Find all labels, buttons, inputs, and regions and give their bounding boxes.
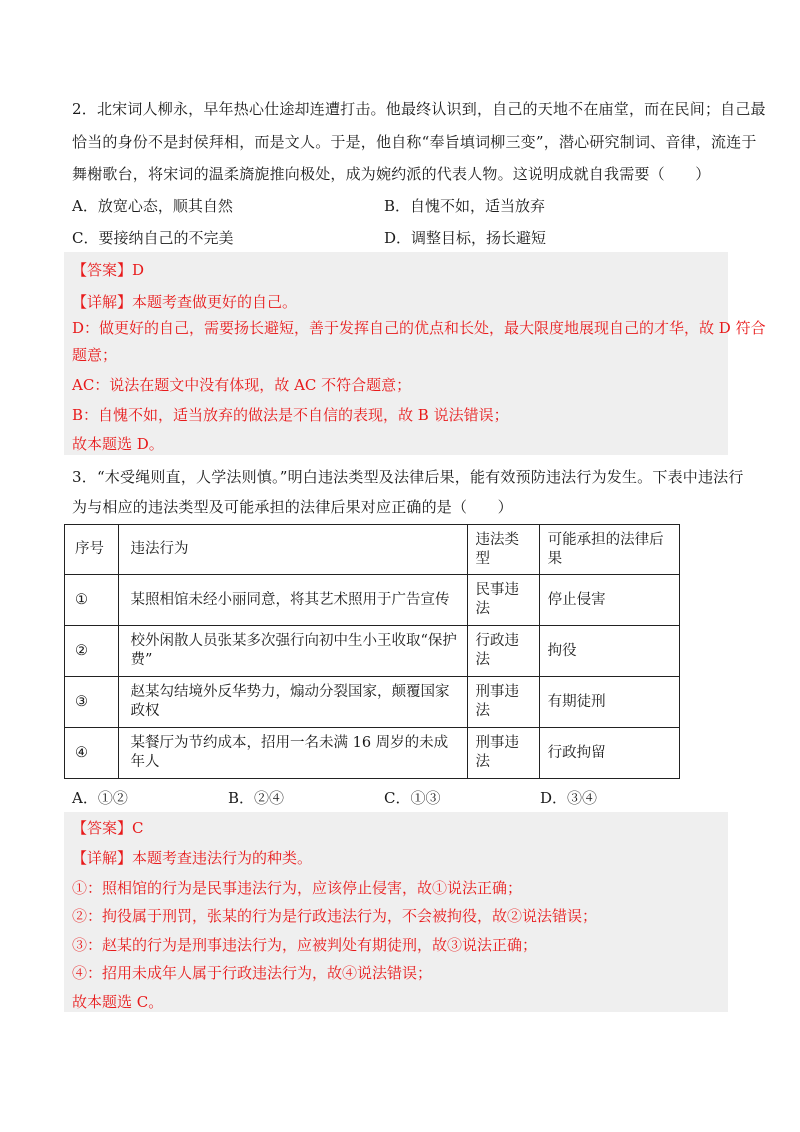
table-row	[65, 626, 680, 677]
q3-stem-line-2: 为与相应的违法类型及可能承担的法律后果对应正确的是（ ）	[72, 498, 513, 516]
row-consequence: 拘役	[539, 626, 679, 677]
q2-option-b: B．自愧不如，适当放弃	[384, 197, 546, 215]
row-consequence: 行政拘留	[539, 728, 679, 779]
table-header-row	[65, 525, 680, 575]
q2-detail-line-4: B：自愧不如，适当放弃的做法是不自信的表现，故 B 说法错误；	[72, 406, 509, 424]
row-act: 某餐厅为节约成本，招用一名未满 16 周岁的未成年人	[118, 728, 467, 779]
row-index: ③	[65, 677, 119, 728]
q3-option-c: C．①③	[384, 789, 441, 807]
row-type: 刑事违法	[467, 677, 539, 728]
header-act: 违法行为	[118, 525, 467, 575]
q3-option-d: D．③④	[540, 789, 598, 807]
row-consequence: 停止侵害	[539, 575, 679, 626]
row-type: 行政违法	[467, 626, 539, 677]
q2-detail-line-5: 故本题选 D。	[72, 435, 164, 453]
q2-option-d: D．调整目标，扬长避短	[384, 229, 547, 247]
row-index: ②	[65, 626, 119, 677]
q3-detail-line-2: ②：拘役属于刑罚，张某的行为是行政违法行为，不会被拘役，故②说法错误；	[72, 907, 598, 925]
row-type: 民事违法	[467, 575, 539, 626]
row-consequence: 有期徒刑	[539, 677, 679, 728]
q3-option-b: B．②④	[228, 789, 285, 807]
q2-stem-line-2: 恰当的身份不是封侯拜相，而是文人。于是，他自称“奉旨填词柳三变”，潜心研究制词、音律，流连于	[72, 133, 757, 151]
row-act: 校外闲散人员张某多次强行向初中生小王收取“保护费”	[118, 626, 467, 677]
row-index: ④	[65, 728, 119, 779]
q2-detail-heading: 【详解】本题考查做更好的自己。	[72, 293, 298, 311]
table-row	[65, 575, 680, 626]
q3-detail-heading: 【详解】本题考查违法行为的种类。	[72, 849, 313, 867]
q2-stem-line-3: 舞榭歌台，将宋词的温柔旖旎推向极处，成为婉约派的代表人物。这说明成就自我需要（ ）	[72, 165, 711, 183]
violation-table	[64, 524, 680, 779]
q2-answer: 【答案】D	[72, 261, 145, 279]
row-index: ①	[65, 575, 119, 626]
q2-option-c: C．要接纳自己的不完美	[72, 229, 234, 247]
q2-option-a: A．放宽心态，顺其自然	[72, 197, 233, 215]
q3-option-a: A．①②	[72, 789, 128, 807]
row-act: 赵某勾结境外反华势力，煽动分裂国家，颠覆国家政权	[118, 677, 467, 728]
row-type: 刑事违法	[467, 728, 539, 779]
q3-detail-line-1: ①：照相馆的行为是民事违法行为，应该停止侵害，故①说法正确；	[72, 879, 523, 897]
q3-detail-line-4: ④：招用未成年人属于行政违法行为，故④说法错误；	[72, 964, 433, 982]
table-row	[65, 728, 680, 779]
header-consequence: 可能承担的法律后果	[539, 525, 679, 575]
q3-stem-line-1: 3．“木受绳则直，人学法则慎。”明白违法类型及法律后果，能有效预防违法行为发生。下表中违法行	[72, 468, 744, 486]
q3-detail-line-5: 故本题选 C。	[72, 993, 164, 1011]
q3-answer: 【答案】C	[72, 819, 144, 837]
q3-detail-line-3: ③：赵某的行为是刑事违法行为，应被判处有期徒刑，故③说法正确；	[72, 936, 538, 954]
row-act: 某照相馆未经小丽同意，将其艺术照用于广告宣传	[118, 575, 467, 626]
q2-detail-line-3: AC：说法在题文中没有体现，故 AC 不符合题意；	[72, 376, 412, 394]
q2-stem-line-1: 2．北宋词人柳永，早年热心仕途却连遭打击。他最终认识到，自己的天地不在庙堂，而在民间；自己最	[72, 100, 766, 118]
header-type: 违法类型	[467, 525, 539, 575]
header-index: 序号	[65, 525, 119, 575]
q2-detail-line-1: D：做更好的自己，需要扬长避短，善于发挥自己的优点和长处，最大限度地展现自己的才华，故 D 符合	[72, 319, 766, 337]
table-row	[65, 677, 680, 728]
q2-detail-line-2: 题意；	[72, 346, 118, 364]
